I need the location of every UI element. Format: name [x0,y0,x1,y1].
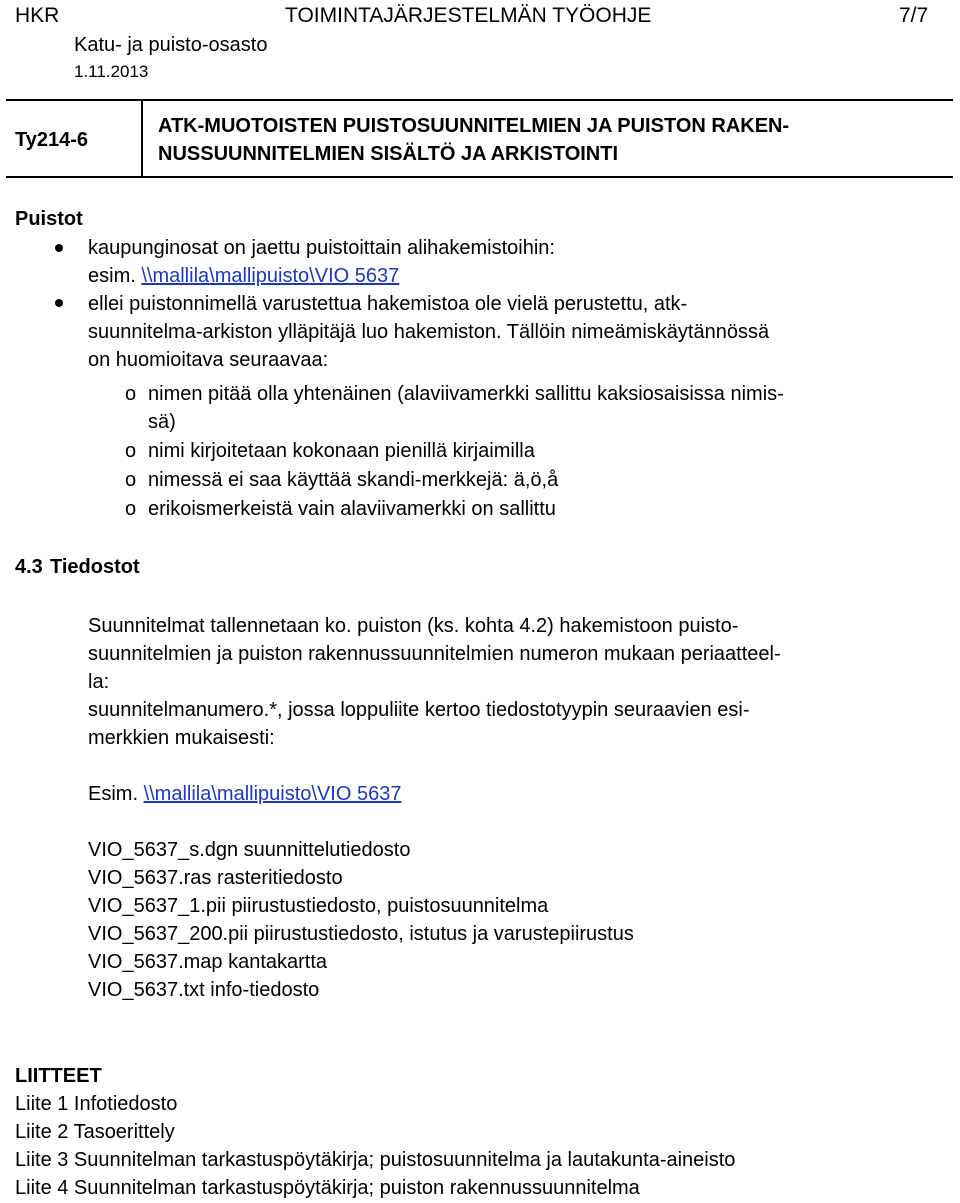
bullet-1-example [88,262,399,290]
file-item: VIO_5637.txt info-tiedosto [88,979,320,1001]
attachment-item: Liite 2 Tasoerittely [15,1121,175,1143]
department: Katu- ja puisto-osasto [74,34,268,56]
attachment-item: Liite 4 Suunnitelman tarkastuspöytäkirja; puiston rakennussuunnitelma [15,1177,640,1199]
bullet-icon [55,244,63,252]
file-item: VIO_5637_s.dgn suunnittelutiedosto [88,839,411,861]
network-path-link[interactable]: \\mallila\mallipuisto\VIO 5637 [143,783,402,805]
circle-marker-icon: o [125,440,137,462]
circle-marker-icon: o [125,469,137,491]
org-name: HKR [15,4,60,27]
example-prefix: esim. [88,265,142,287]
file-item: VIO_5637.ras rasteritiedosto [88,867,343,889]
page-number: 7/7 [899,4,929,27]
bullet-2-line-1: ellei puistonnimellä varustettua hakemistoa ole vielä perustettu, atk- [88,293,688,315]
title-box-top-border [6,99,953,101]
file-item: VIO_5637.map kantakartta [88,951,328,973]
attachment-item: Liite 3 Suunnitelman tarkastuspöytäkirja; puistosuunnitelma ja lautakunta-aineisto [15,1149,736,1171]
rule-3: nimessä ei saa käyttää skandi-merkkejä: ä,ö,å [148,469,559,491]
file-item: VIO_5637_200.pii piirustustiedosto, istutus ja varustepiirustus [88,923,634,945]
rule-1-line-2: sä) [148,411,176,433]
section-heading-liitteet: LIITTEET [15,1065,102,1087]
file-item: VIO_5637_1.pii piirustustiedosto, puistosuunnitelma [88,895,549,917]
example-line [88,780,401,808]
paragraph-line-3: la: [88,671,110,693]
document-code: Ty214-6 [15,129,89,151]
paragraph-line-1: Suunnitelmat tallennetaan ko. puiston (ks. kohta 4.2) hakemistoon puisto- [88,615,739,637]
circle-marker-icon: o [125,383,137,405]
title-line-1: ATK-MUOTOISTEN PUISTOSUUNNITELMIEN JA PUISTON RAKEN- [158,115,790,137]
document-title: TOIMINTAJÄRJESTELMÄN TYÖOHJE [285,4,652,27]
date: 1.11.2013 [74,62,149,81]
paragraph-line-2: suunnitelmien ja puiston rakennussuunnitelmien numeron mukaan periaatteel- [88,643,781,665]
bullet-2-line-3: on huomioitava seuraavaa: [88,349,329,371]
title-box-bottom-border [6,176,953,178]
title-line-2: NUSSUUNNITELMIEN SISÄLTÖ JA ARKISTOINTI [158,143,619,165]
network-path-link[interactable]: \\mallila\mallipuisto\VIO 5637 [141,265,400,287]
rule-2: nimi kirjoitetaan kokonaan pienillä kirjaimilla [148,440,535,462]
bullet-2-line-2: suunnitelma-arkiston ylläpitäjä luo hakemiston. Tällöin nimeämiskäytännössä [88,321,770,343]
example-prefix: Esim. [88,783,144,805]
section-heading-puistot: Puistot [15,208,83,230]
title-box-divider [141,99,143,178]
rule-1-line-1: nimen pitää olla yhtenäinen (alaviivamerkki sallittu kaksiosaisissa nimis- [148,383,784,405]
paragraph-line-5: merkkien mukaisesti: [88,727,275,749]
section-heading-tiedostot: Tiedostot [50,556,140,578]
paragraph-line-4: suunnitelmanumero.*, jossa loppuliite kertoo tiedostotyypin seuraavien esi- [88,699,750,721]
attachment-item: Liite 1 Infotiedosto [15,1093,178,1115]
rule-4: erikoismerkeistä vain alaviivamerkki on sallittu [148,498,556,520]
section-number: 4.3 [15,556,43,578]
circle-marker-icon: o [125,498,137,520]
bullet-1-text: kaupunginosat on jaettu puistoittain alihakemistoihin: [88,237,555,259]
bullet-icon [55,299,63,307]
